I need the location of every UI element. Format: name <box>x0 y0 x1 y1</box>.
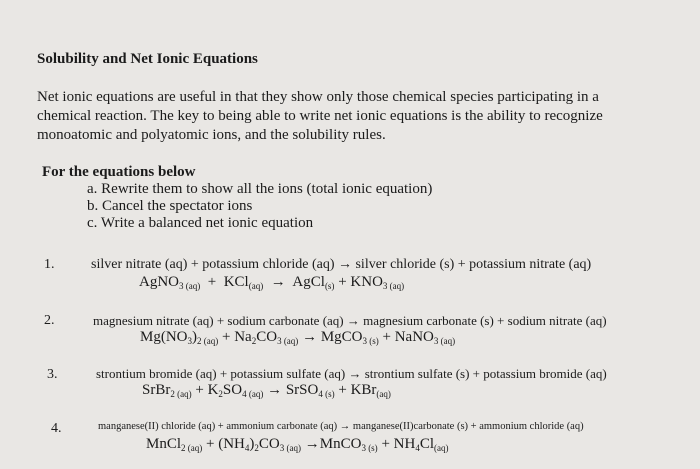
problem-formula-equation: $Mg(NO_3)_{2 (aq)} + Na_2CO_{3 (aq)}$ → MgCO$_{3 (s)}$ + NaNO$_{3 (aq)}$ <box>140 329 456 346</box>
intro-paragraph <box>37 88 603 145</box>
intro-line: Net ionic equations are useful in that they show only those chemical species participating in a <box>37 89 599 105</box>
problem-formula-equation: MnCl$_{2 (aq)}$ + $(NH_4)_2CO_{3 (aq)}$ →MnCO$_{3 (s)}$ + $NH_4Cl_{(aq)}$ <box>146 436 449 453</box>
problem-number: 2. <box>44 313 55 328</box>
problem-word-equation: manganese(II) chloride (aq) + ammonium carbonate (aq) → manganese(II)carbonate (s) + ammonium chloride (aq) <box>98 421 584 432</box>
problem-word-equation: silver nitrate (aq) + potassium chloride (aq) → silver chloride (s) + potassium nitrate (aq) <box>91 257 592 272</box>
problem-number: 3. <box>47 367 58 382</box>
instructions-heading: For the equations below <box>42 164 196 180</box>
problem-formula-equation: SrBr$_{2 (aq)}$ + $K_2SO_{4 (aq)}$ → SrSO$_{4 (s)}$ + KBr$_{(aq)}$ <box>142 382 391 399</box>
instructions-steps <box>87 181 432 232</box>
step-item: b. Cancel the spectator ions <box>87 198 253 214</box>
problem-number: 1. <box>44 257 55 272</box>
document-title: Solubility and Net Ionic Equations <box>37 51 258 67</box>
intro-line: chemical reaction. The key to being able to write net ionic equations is the ability to recognize <box>37 108 603 124</box>
problem-word-equation: strontium bromide (aq) + potassium sulfate (aq) → strontium sulfate (s) + potassium bromide (aq) <box>96 366 607 381</box>
step-item: a. Rewrite them to show all the ions (total ionic equation) <box>87 181 433 197</box>
intro-line: monoatomic and polyatomic ions, and the solubility rules. <box>37 127 386 143</box>
step-item: c. Write a balanced net ionic equation <box>87 215 314 231</box>
problem-number: 4. <box>51 421 62 436</box>
problem-word-equation: magnesium nitrate (aq) + sodium carbonate (aq) → magnesium carbonate (s) + sodium nitrate (aq) <box>93 313 607 328</box>
problem-formula-equation: AgNO$_{3 (aq)}$ + KCl$_{(aq)}$ → AgCl$_{(s)}$ + $KNO_{3 (aq)}$ <box>139 274 405 291</box>
